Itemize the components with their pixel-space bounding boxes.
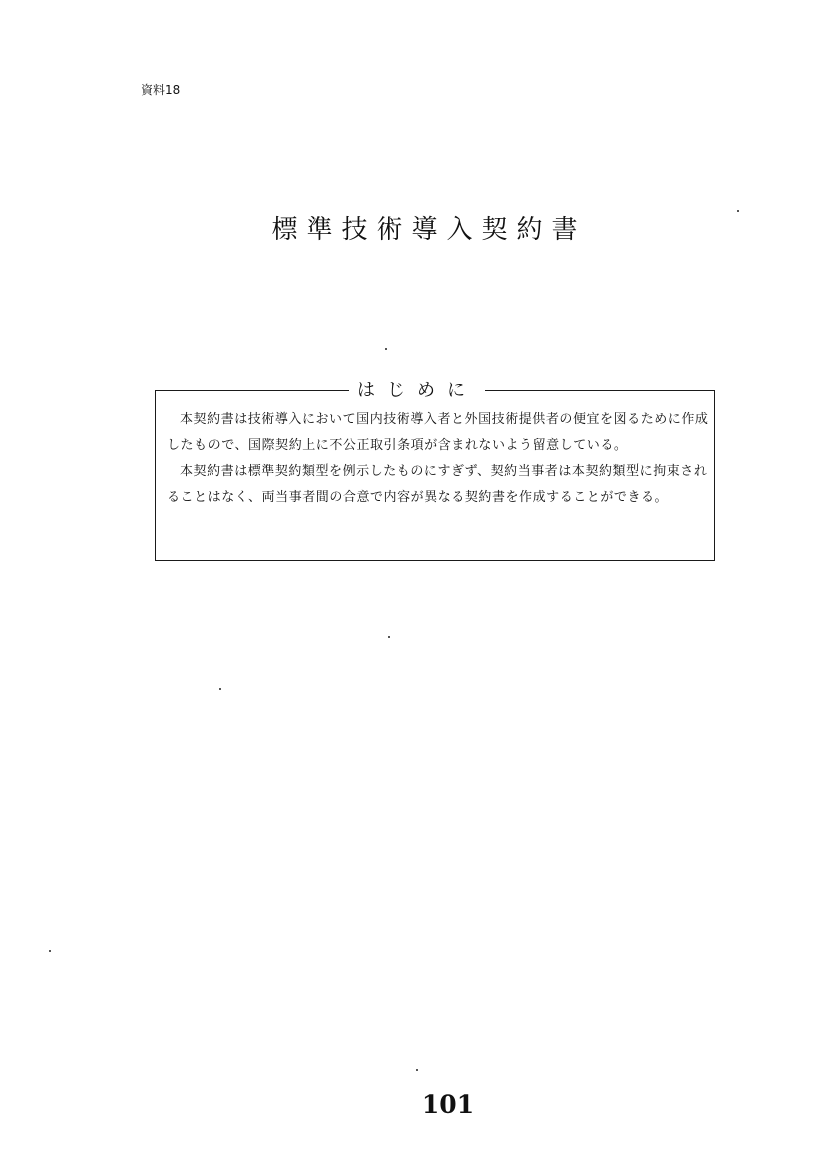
intro-box <box>155 380 715 561</box>
scan-speck <box>385 348 387 350</box>
scan-speck <box>737 210 739 212</box>
scan-speck <box>49 950 51 952</box>
page-number: 101 <box>421 1090 475 1119</box>
document-label: 資料18 <box>141 83 181 97</box>
intro-paragraph-1: 本契約書は技術導入において国内技術導入者と外国技術提供者の便宜を図るために作成したもので、国際契約上に不公正取引条項が含まれないよう留意している。 <box>167 412 709 453</box>
scan-speck <box>219 688 221 690</box>
scan-speck <box>416 1069 418 1071</box>
scan-speck <box>388 636 390 638</box>
document-title: 標準技術導入契約書 <box>271 215 587 246</box>
intro-paragraph-2: 本契約書は標準契約類型を例示したものにすぎず、契約当事者は本契約類型に拘束されることはなく、両当事者間の合意で内容が異なる契約書を作成することができる。 <box>167 464 708 505</box>
intro-heading: はじめに <box>349 378 485 404</box>
intro-text <box>167 407 711 511</box>
